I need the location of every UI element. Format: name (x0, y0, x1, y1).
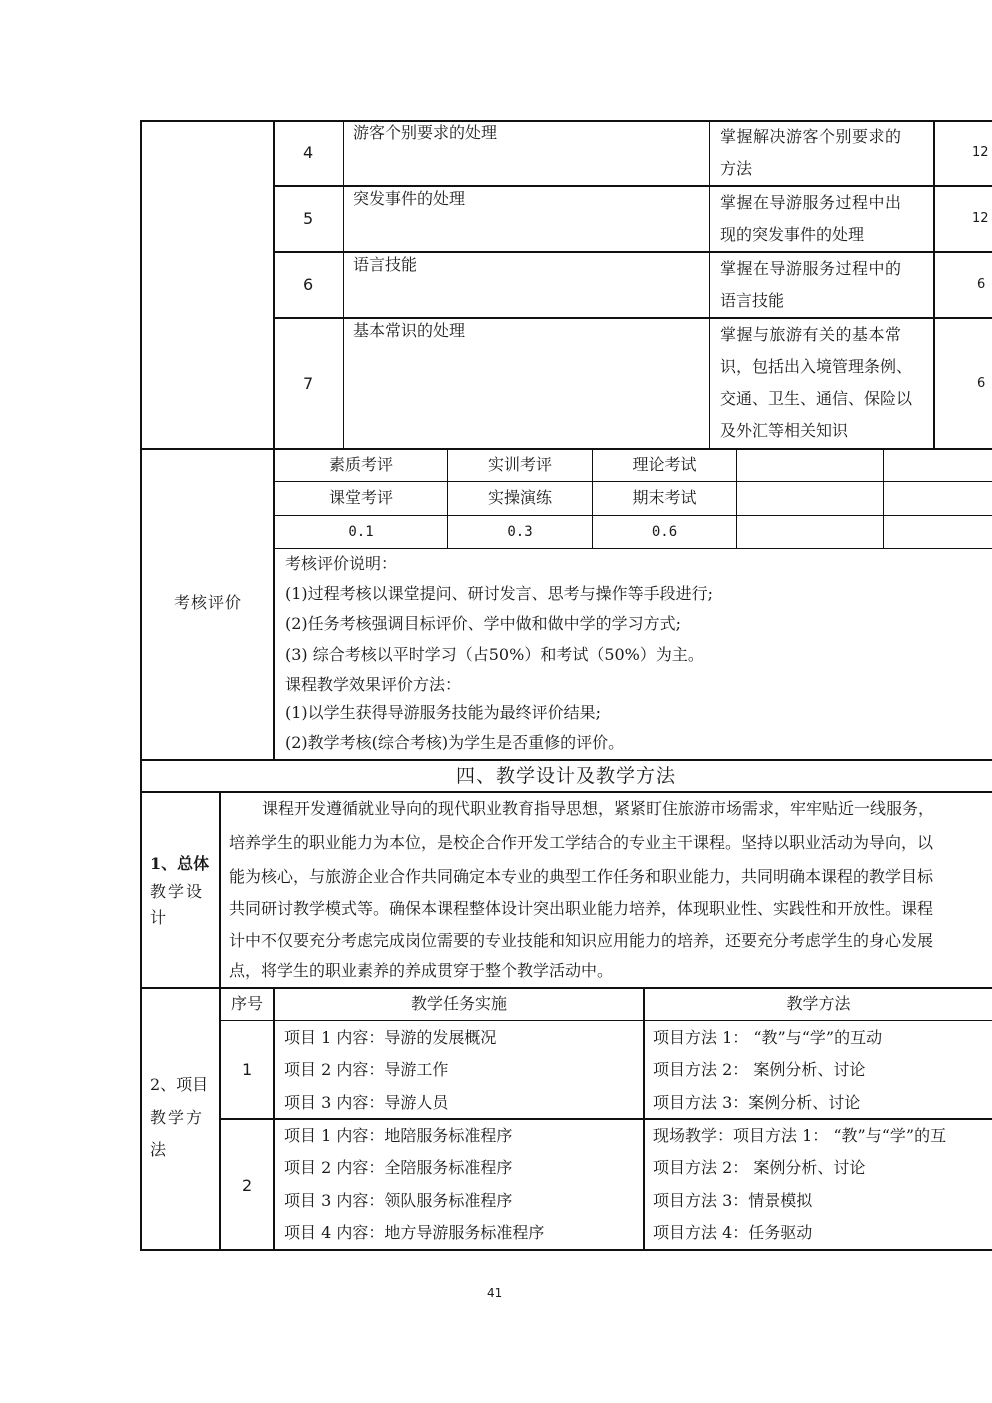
row-goal-line: 语言技能 (720, 291, 785, 310)
row-goal-line: 掌握在导游服务过程中的 (720, 259, 902, 278)
column-header-number: 序号 (230, 994, 263, 1013)
overall-label-line: 1、总体 (150, 854, 210, 873)
project-label-line: 法 (150, 1140, 167, 1159)
row-topic: 基本常识的处理 (353, 321, 466, 340)
method-item: 项目方法 1： “教”与“学”的互动 (653, 1028, 883, 1047)
row-goal-line: 及外汇等相关知识 (720, 421, 849, 440)
method-item: 项目方法 2： 案例分析、讨论 (653, 1158, 866, 1177)
row-hours: 6 (977, 277, 986, 292)
assessment-note: (1)过程考核以课堂提问、研讨发言、思考与操作等手段进行; (285, 584, 714, 603)
row-goal-line: 方法 (720, 159, 753, 178)
overall-label-line: 计 (150, 908, 167, 927)
method-item: 项目方法 2： 案例分析、讨论 (653, 1060, 866, 1079)
assessment-sub-cell: 实操演练 (487, 488, 552, 507)
overall-text-line: 共同研讨教学模式等。确保本课程整体设计突出职业能力培养，体现职业性、实践性和开放性。课程 (229, 899, 934, 918)
assessment-header-cell: 实训考评 (487, 455, 552, 474)
column-header-tasks: 教学任务实施 (410, 994, 507, 1013)
assessment-header-cell: 理论考试 (632, 455, 697, 474)
assessment-note: (3) 综合考核以平时学习（占50%）和考试（50%）为主。 (285, 645, 704, 664)
task-item: 项目 1 内容：导游的发展概况 (284, 1028, 497, 1047)
row-hours: 12 (972, 145, 989, 160)
row-hours: 6 (977, 376, 986, 391)
project-label-line: 2、项目 (150, 1075, 209, 1094)
section-title: 四、教学设计及教学方法 (455, 765, 676, 787)
overall-text-line: 课程开发遵循就业导向的现代职业教育指导思想，紧紧盯住旅游市场需求，牢牢贴近一线服务， (262, 799, 935, 818)
assessment-note: 课程教学效果评价方法： (285, 675, 462, 694)
method-item: 项目方法 3：案例分析、讨论 (653, 1093, 861, 1112)
project-label-line: 教学方 (150, 1108, 205, 1127)
row-goal-line: 掌握在导游服务过程中出 (720, 193, 902, 212)
task-item: 项目 4 内容：地方导游服务标准程序 (284, 1223, 545, 1242)
task-item: 项目 3 内容：导游人员 (284, 1093, 449, 1112)
task-item: 项目 3 内容：领队服务标准程序 (284, 1191, 513, 1210)
column-header-methods: 教学方法 (786, 994, 851, 1013)
page-number: 41 (487, 1286, 503, 1300)
task-item: 项目 2 内容：全陪服务标准程序 (284, 1158, 513, 1177)
assessment-label: 考核评价 (174, 593, 243, 612)
row-goal-line: 现的突发事件的处理 (720, 225, 865, 244)
row-goal-line: 交通、卫生、通信、保险以 (720, 389, 913, 408)
assessment-weight: 0.6 (651, 524, 678, 540)
assessment-sub-cell: 期末考试 (632, 488, 697, 507)
row-number: 5 (303, 209, 314, 228)
overall-text-line: 能为核心，与旅游企业合作共同确定本专业的典型工作任务和职业能力，共同明确本课程的教学目标 (229, 867, 934, 886)
method-item: 项目方法 4：任务驱动 (653, 1223, 813, 1242)
row-goal-line: 识，包括出入境管理条例、 (720, 357, 913, 376)
assessment-note: (1)以学生获得导游服务技能为最终评价结果; (285, 703, 602, 722)
row-hours: 12 (972, 211, 989, 226)
row-number: 6 (303, 275, 314, 294)
overall-text-line: 计中不仅要充分考虑完成岗位需要的专业技能和知识应用能力的培养，还要充分考虑学生的身心发展 (229, 931, 934, 950)
row-goal-line: 掌握解决游客个别要求的 (720, 127, 902, 146)
row-topic: 语言技能 (353, 255, 418, 274)
assessment-sub-cell: 课堂考评 (328, 488, 393, 507)
row-goal-line: 掌握与旅游有关的基本常 (720, 325, 902, 344)
assessment-note: (2)任务考核强调目标评价、学中做和做中学的学习方式; (285, 614, 682, 633)
task-item: 项目 2 内容：导游工作 (284, 1060, 449, 1079)
group-number: 1 (242, 1060, 253, 1079)
overall-text-line: 培养学生的职业能力为本位，是校企合作开发工学结合的专业主干课程。坚持以职业活动为导向，以 (229, 833, 934, 852)
method-item: 现场教学：项目方法 1： “教”与“学”的互 (653, 1126, 947, 1145)
row-number: 4 (303, 143, 314, 162)
assessment-note: (2)教学考核(综合考核)为学生是否重修的评价。 (285, 733, 625, 752)
task-item: 项目 1 内容：地陪服务标准程序 (284, 1126, 513, 1145)
assessment-weight: 0.1 (348, 524, 374, 540)
row-topic: 突发事件的处理 (353, 189, 466, 208)
overall-text-line: 点，将学生的职业素养的养成贯穿于整个教学活动中。 (229, 961, 614, 980)
row-topic: 游客个别要求的处理 (353, 123, 498, 142)
method-item: 项目方法 3：情景模拟 (653, 1191, 813, 1210)
assessment-weight: 0.3 (507, 524, 533, 540)
assessment-header-cell: 素质考评 (328, 455, 393, 474)
overall-label-line: 教学设 (150, 882, 205, 901)
row-number: 7 (303, 374, 314, 393)
group-number: 2 (242, 1176, 253, 1195)
assessment-note: 考核评价说明： (285, 554, 398, 573)
